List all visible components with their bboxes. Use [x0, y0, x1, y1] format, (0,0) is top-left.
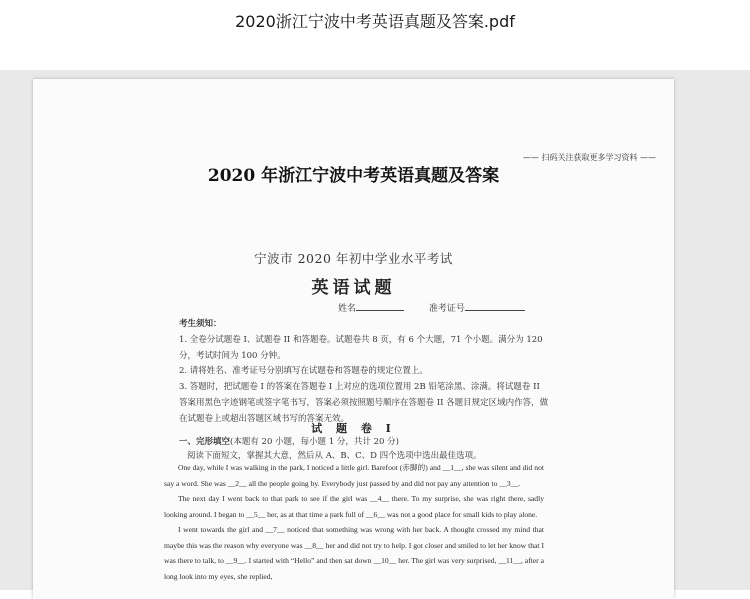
viewer-header	[0, 0, 750, 70]
cloze-section-header	[179, 435, 559, 463]
part-title: 试 题 卷 I	[311, 422, 396, 435]
note-item: 3. 答题时，把试题卷 I 的答案在答题卷 I 上对应的选项位置用 2B 铅笔涂黑、涂满。将试题卷 II 答案用黑色字迹钢笔或签字笔书写，答案必须按照题号顺序在答题卷 II 各题目规定区域内作答，做在试题卷上或超出答题区域书写的答案无效。	[179, 382, 549, 424]
passage-paragraph: The next day I went back to that park to see if the girl was __4__ there. To my surprise, she was right there, sadly looking around. I began to __5__ her, as at that time a park full of __6__ was not a good place for small kids to play alone.	[164, 494, 544, 519]
name-label: 姓名	[338, 304, 357, 314]
ticket-blank	[465, 310, 525, 311]
name-blank	[356, 310, 404, 311]
candidate-info-row	[338, 301, 525, 314]
section-info: (本题有 20 小题，每小题 1 分，共计 20 分)	[230, 437, 399, 447]
promo-text: —— 扫码关注获取更多学习资料 ——	[522, 153, 656, 162]
section-instruction: 阅读下面短文，掌握其大意，然后从 A、B、C、D 四个选项中选出最佳选项。	[187, 451, 482, 461]
document-title: 2020浙江宁波中考英语真题及答案.pdf	[235, 12, 515, 31]
note-item: 1. 全卷分试题卷 I、试题卷 II 和答题卷。试题卷共 8 页，有 6 个大题，71 个小题。满分为 120 分，考试时间为 100 分钟。	[179, 334, 543, 361]
passage-paragraph: One day, while I was walking in the park, I noticed a little girl. Barefoot (赤脚的) and __1__, she was silent and did not say a word. She was __2__ all the people going by. Everybody just passed by and did not pay any attention to __3__.	[164, 463, 544, 488]
exam-subtitle: 宁波市 2020 年初中学业水平考试	[254, 251, 453, 266]
pdf-page	[33, 79, 674, 599]
notes-heading: 考生须知：	[179, 319, 222, 329]
passage-paragraph: I went towards the girl and __7__ noticed that something was wrong with her back. A thought crossed my mind that maybe this was the reason why everyone was __8__ her and did not try to help. I got closer and smiled to let her know that I was there to talk, to __9__. I started with “Hello” and then sat down __10__ her. The girl was very surprised, __11__, after a long look into my eyes, she replied,	[164, 525, 544, 581]
note-item: 2. 请将姓名、准考证号分别填写在试题卷和答题卷的规定位置上。	[179, 366, 428, 377]
exam-instructions	[179, 317, 549, 428]
cloze-passage	[164, 460, 544, 584]
exam-title: 英语试题	[311, 278, 396, 298]
section-heading: 一、完形填空	[179, 437, 231, 447]
page-main-title: 2020 年浙江宁波中考英语真题及答案	[207, 166, 500, 186]
ticket-label: 准考证号	[428, 304, 465, 314]
